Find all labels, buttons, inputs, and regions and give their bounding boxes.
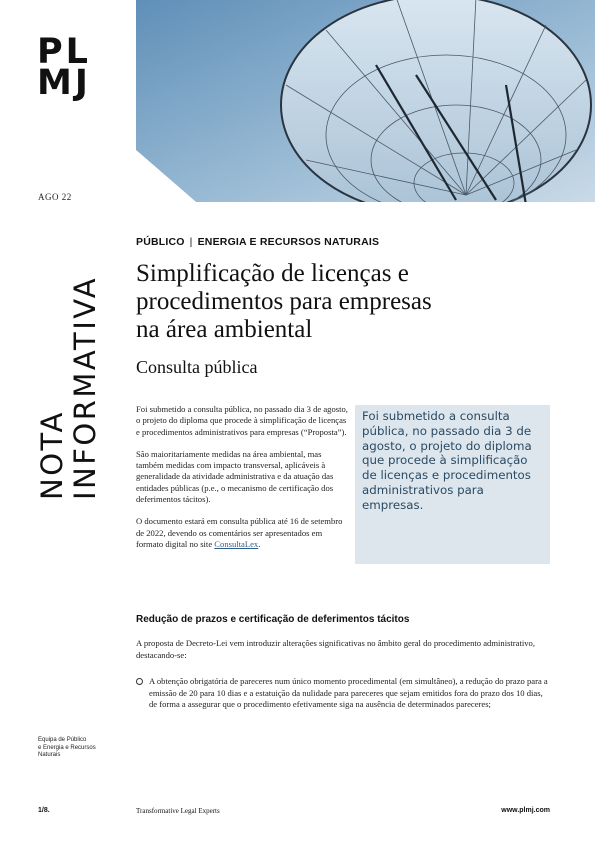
title-line-2: procedimentos para empresas <box>136 288 432 315</box>
intro-paragraph-3 <box>136 516 348 550</box>
bullet-text: A obtenção obrigatória de pareceres num único momento procedimental (em simultâneo), a redução do prazo para a emissão de 20 para 10 dias e a estatuição da nulidade para pareceres que sejam emitidos fora do prazo dos 10 dias, de forma a assegurar que o procedimento efetivamente siga na ausência de determinados pareceres; <box>149 676 548 710</box>
logo-line-1: PL <box>37 32 91 72</box>
team-line-3: Naturais <box>38 752 61 758</box>
page-title <box>136 260 536 344</box>
plmj-logo <box>37 32 91 103</box>
pull-quote: Foi submetido a consulta pública, no passado dia 3 de agosto, o projeto do diploma que procede à simplificação de licenças e procedimentos administrativos para empresas. <box>355 405 550 564</box>
category-part-2: ENERGIA E RECURSOS NATURAIS <box>197 236 380 248</box>
intro-paragraph-3-end: . <box>258 538 261 549</box>
footer-website-link[interactable]: www.plmj.com <box>501 807 550 814</box>
logo-line-2: MJ <box>37 63 91 103</box>
title-line-1: Simplificação de licenças e <box>136 260 409 287</box>
title-line-3: na área ambiental <box>136 316 313 343</box>
document-type-title <box>36 230 102 500</box>
category-label <box>136 236 379 248</box>
footer-tagline: Transformative Legal Experts <box>136 807 220 815</box>
category-separator: | <box>189 236 193 248</box>
page-subtitle: Consulta pública <box>136 357 258 377</box>
intro-paragraph-3-text: O documento estará em consulta pública até 16 de setembro de 2022, devendo os comentários ser apresentados em formato digital no site <box>136 516 343 549</box>
team-credit <box>38 737 128 760</box>
intro-column <box>136 404 348 561</box>
team-line-1: Equipa de Público <box>38 737 87 743</box>
side-title-line-1: NOTA <box>35 410 69 500</box>
consultalex-link[interactable]: ConsultaLex <box>214 538 259 549</box>
list-item <box>136 676 552 711</box>
intro-paragraph-2: São maioritariamente medidas na área ambiental, mas também medidas com impacto transversal, aplicáveis à generalidade da atividade administrativa e da atuação das entidades públicas (p.e., o mecanismo de certificação dos deferimentos tácitos). <box>136 448 334 505</box>
radio-telescope-illustration <box>136 0 595 202</box>
intro-paragraph-1: Foi submetido a consulta pública, no passado dia 3 de agosto, o projeto do diploma que procede à simplificação de licenças e procedimentos administrativos para empresas (“Proposta”). <box>136 404 348 437</box>
circle-bullet-icon <box>136 678 143 685</box>
section-heading: Redução de prazos e certificação de deferimentos tácitos <box>136 614 410 625</box>
page-number: 1/8. <box>38 807 50 814</box>
side-title-line-2: INFORMATIVA <box>68 275 102 500</box>
category-part-1: PÚBLICO <box>136 236 185 248</box>
issue-date: AGO 22 <box>38 192 72 202</box>
team-line-2: e Energia e Recursos <box>38 744 96 751</box>
hero-image <box>136 0 595 202</box>
section-intro: A proposta de Decreto-Lei vem introduzir alterações significativas no âmbito geral do procedimento administrativo, destacando-se: <box>136 638 536 660</box>
